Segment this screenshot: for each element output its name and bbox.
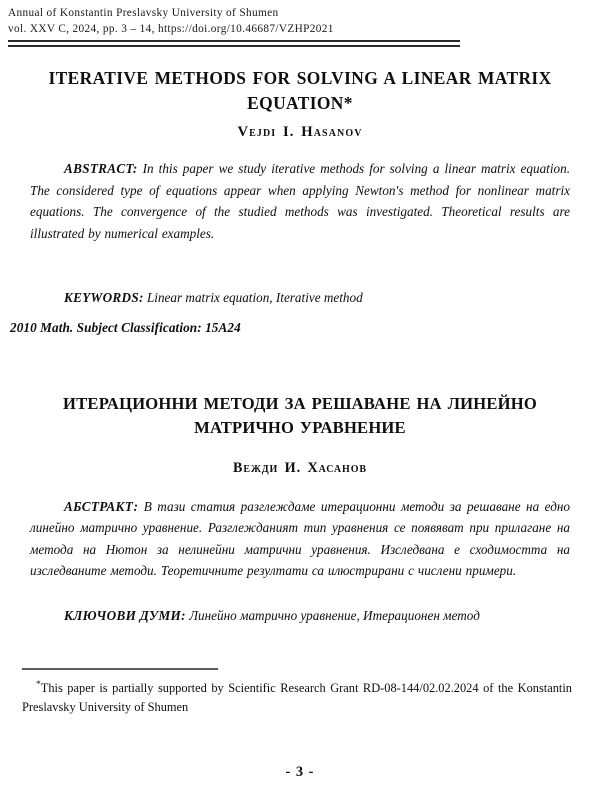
keywords-body-bulgarian: Линейно матрично уравнение, Итерационен метод: [185, 608, 480, 623]
masthead-divider: [8, 40, 460, 47]
footnote-divider: [22, 668, 218, 670]
journal-name: Annual of Konstantin Preslavsky University of Shumen: [8, 7, 279, 19]
msc-classification: 2010 Math. Subject Classification: 15A24: [10, 320, 241, 335]
footnote-marker: *: [36, 680, 41, 690]
keywords-label-english: KEYWORDS:: [64, 290, 144, 305]
masthead: [8, 6, 460, 47]
abstract-label-bulgarian: АБСТРАКТ:: [64, 499, 139, 514]
abstract-body-english: In this paper we study iterative methods for solving a linear matrix equation. The considered type of equations appear when applying Newton's method for nonlinear matrix equations. The convergence of the studied methods was investigated. Theoretical results are illustrated by numerical examples.: [30, 161, 570, 241]
author-name-english: Vejdi I. Hasanov: [237, 124, 363, 140]
abstract-english: [30, 158, 570, 244]
page-number: - 3 -: [285, 764, 315, 780]
keywords-bulgarian: [30, 605, 570, 627]
footnote: [22, 676, 572, 717]
keywords-english: [30, 287, 570, 309]
abstract-label-english: ABSTRACT:: [64, 161, 138, 176]
footnote-text: This paper is partially supported by Scientific Research Grant RD-08-144/02.02.2024 of the Konstantin Preslavsky University of Shumen: [22, 681, 572, 715]
keywords-body-english: Linear matrix equation, Iterative method: [143, 290, 363, 305]
keywords-label-bulgarian: КЛЮЧОВИ ДУМИ:: [64, 608, 186, 623]
author-name-bulgarian: Вежди И. Хасанов: [233, 460, 367, 476]
abstract-body-bulgarian: В тази статия разглеждаме итерационни методи за решаване на едно линейно матрично уравнение. Разглежданият тип уравнения се появяват при прилагане на метода на Нютон за нелинейни матрични уравнения. Изследвана е сходимостта на изследваните методи. Теоретичните резултати са илюстрирани с числени примери.: [30, 499, 570, 579]
abstract-bulgarian: [30, 496, 570, 582]
page-title-english: ITERATIVE METHODS FOR SOLVING A LINEAR MATRIX EQUATION*: [48, 68, 552, 113]
page-title-bulgarian: ИТЕРАЦИОННИ МЕТОДИ ЗА РЕШАВАНЕ НА ЛИНЕЙНО МАТРИЧНО УРАВНЕНИЕ: [63, 394, 537, 437]
issue-info: vol. XXV C, 2024, pp. 3 – 14, https://doi.org/10.46687/VZHP2021: [8, 22, 334, 35]
